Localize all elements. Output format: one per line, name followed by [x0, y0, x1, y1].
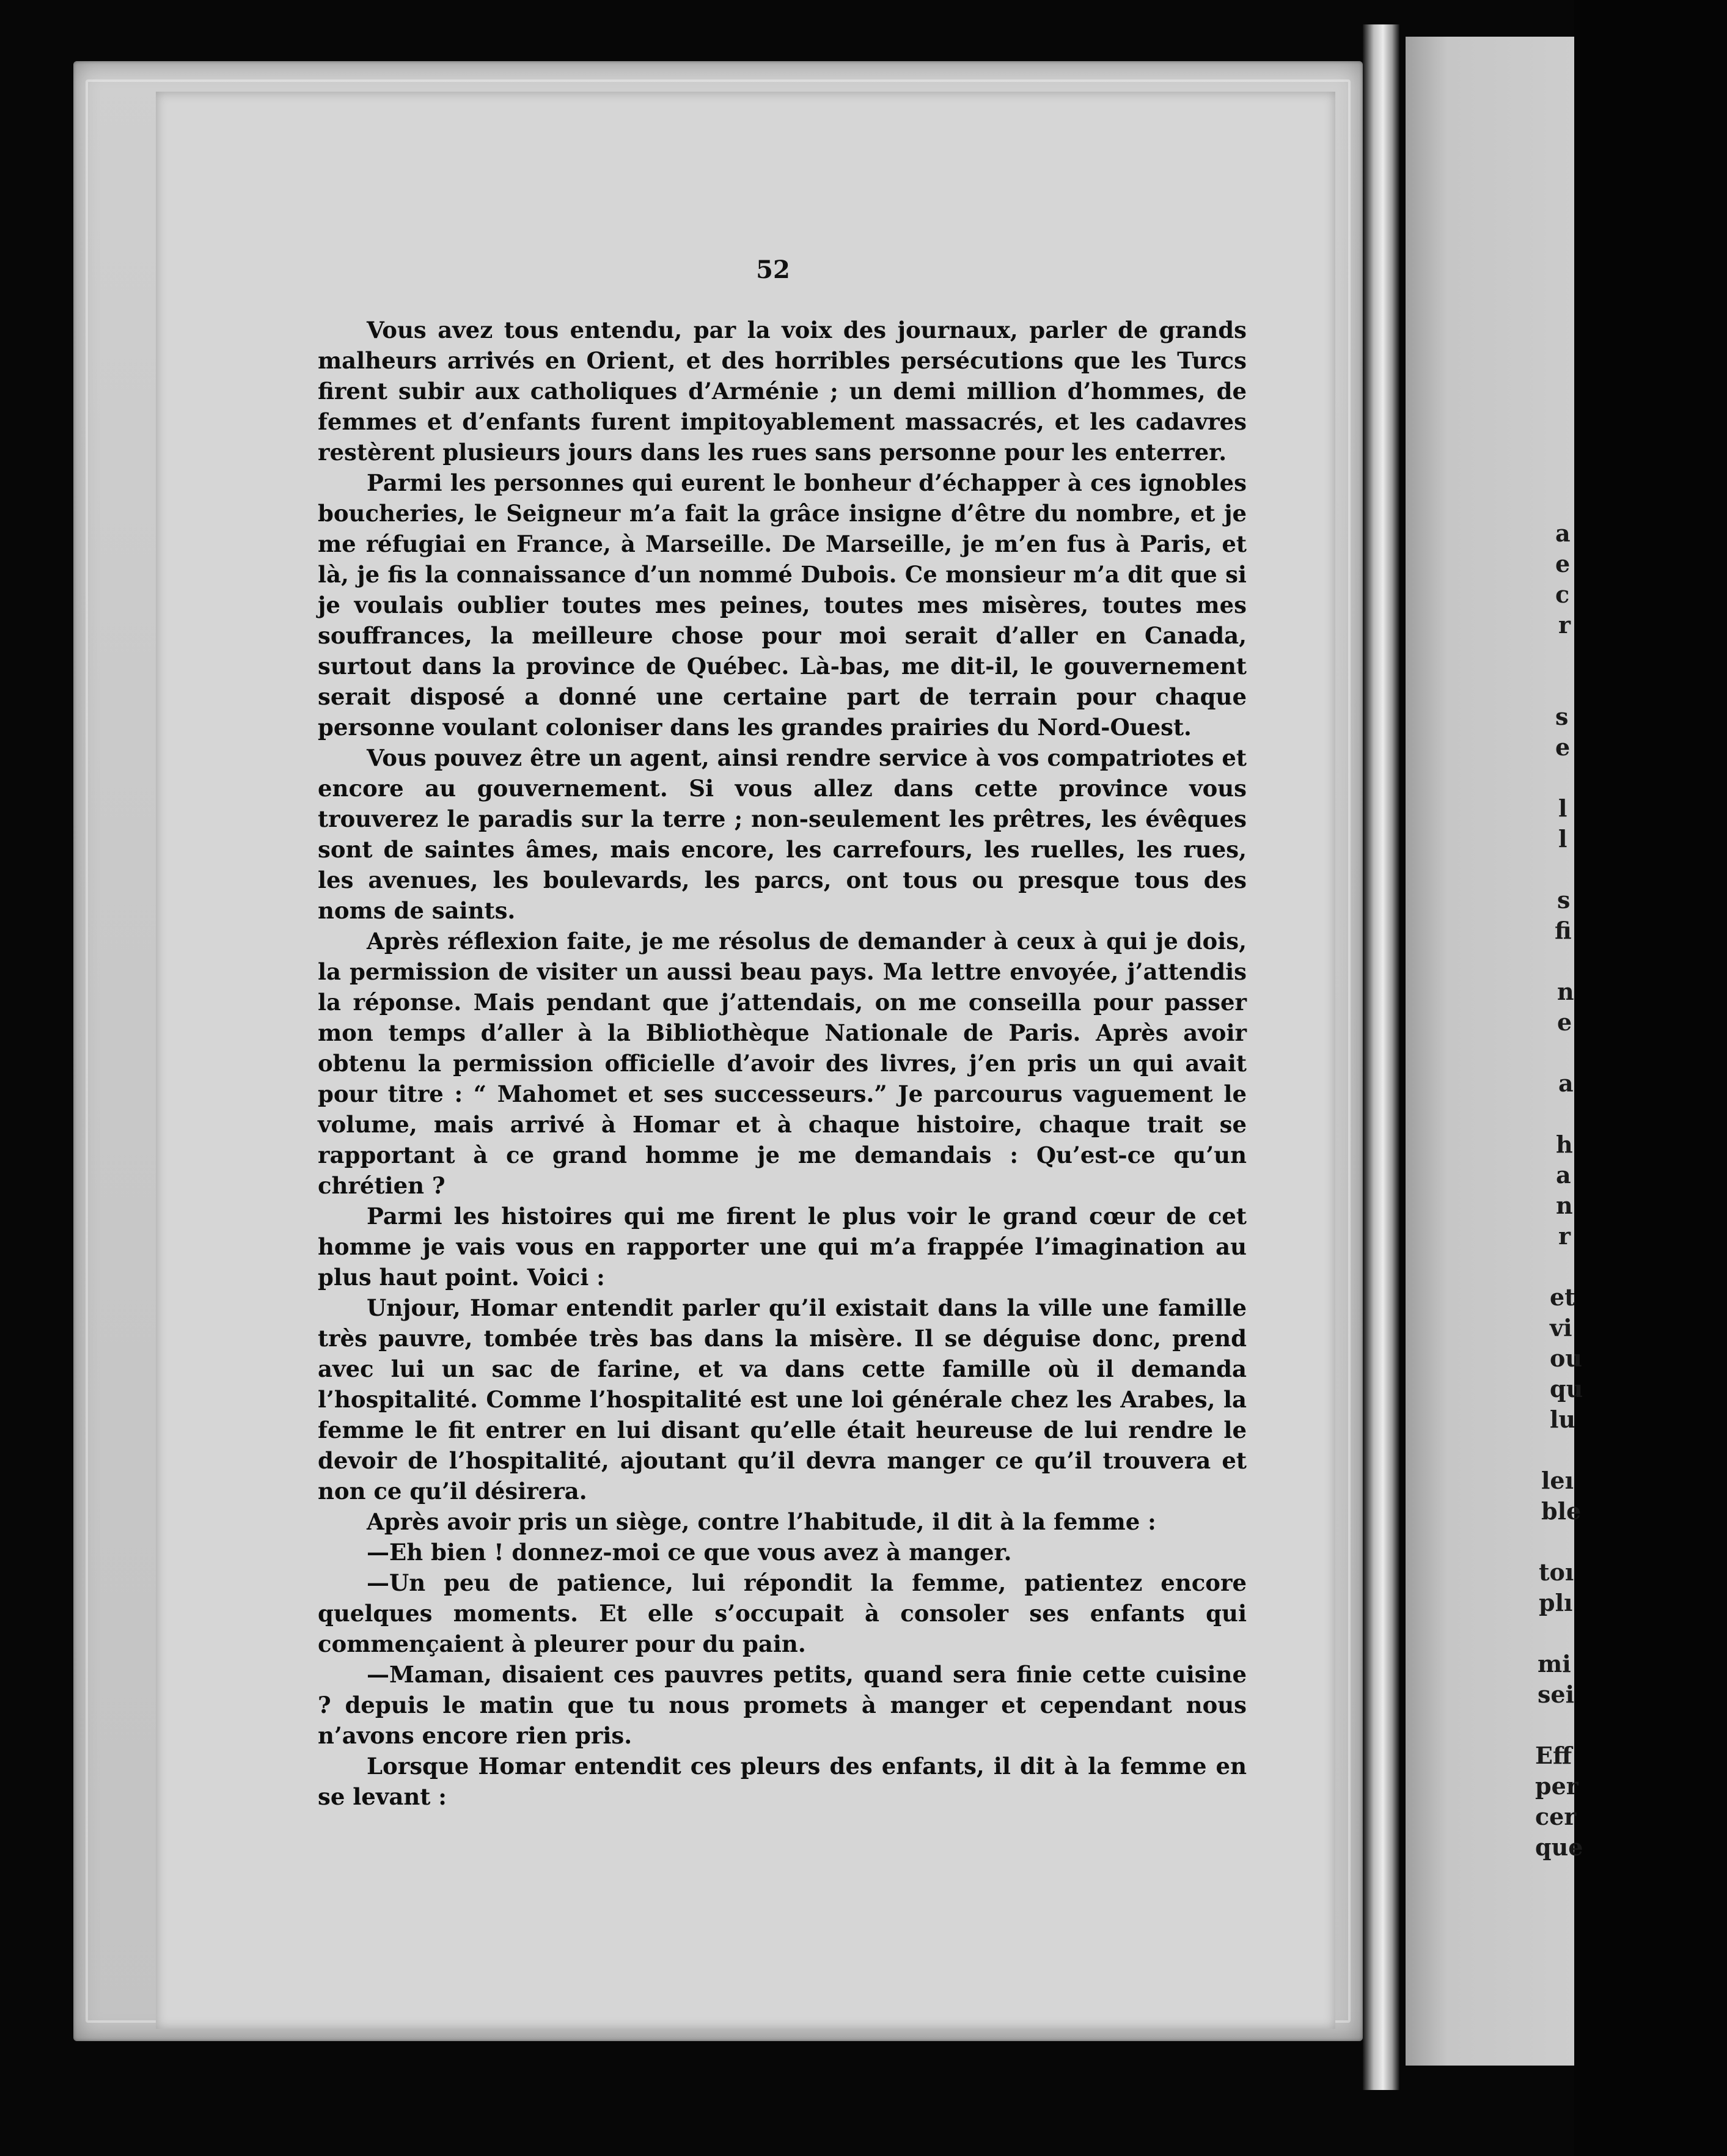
facing-fragment: vi: [1550, 1314, 1572, 1341]
paragraph: Parmi les histoires qui me firent le plus voir le grand cœur de cet homme je vais vous en rapporter une qui m’a frappée l’imagination au plus haut point. Voici :: [318, 1203, 1247, 1291]
facing-fragment: sei: [1538, 1681, 1575, 1708]
paragraph: Après avoir pris un siège, contre l’habitude, il dit à la femme :: [367, 1508, 1156, 1535]
facing-fragment: s: [1555, 703, 1569, 730]
facing-fragment: que: [1535, 1833, 1583, 1861]
facing-fragment: e: [1557, 1008, 1572, 1036]
facing-page: [1406, 37, 1583, 2066]
facing-fragment: c: [1555, 581, 1570, 608]
facing-fragment: n: [1557, 978, 1574, 1005]
facing-fragment: per: [1535, 1772, 1579, 1800]
facing-fragment: plı: [1539, 1589, 1573, 1616]
book-gutter: [1363, 24, 1399, 2090]
facing-fragment: e: [1555, 550, 1571, 578]
facing-fragment: fi: [1555, 917, 1572, 944]
paragraph: Unjour, Homar entendit parler qu’il existait dans la ville une famille très pauvre, tombée très bas dans la misère. Il se déguise donc, prend avec lui un sac de farine, et va dans cette famille où il demanda l’hospitalité. Comme l’hospitalité est une loi générale chez les Arabes, la femme le fit entrer en lui disant qu’elle était heureuse de lui rendre le devoir de l’hospitalité, ajoutant qu’il devra manger ce qu’il trouvera et non ce qu’il désirera.: [318, 1294, 1247, 1505]
paragraph: Après réflexion faite, je me résolus de demander à ceux à qui je dois, la permission de visiter un aussi beau pays. Ma lettre envoyée, j’attendis la réponse. Mais pendant que j’attendais, on me conseilla pour passer mon temps d’aller à la Bibliothèque Nationale de Paris. Après avoir obtenu la permission officielle d’avoir des livres, j’en pris un qui avait pour titre : “ Mahomet et ses successeurs.” Je parcourus vaguement le volume, mais arrivé à Homar et à chaque histoire, chaque trait se rapportant à ce grand homme je me demandais : Qu’est-ce qu’un chrétien ?: [318, 928, 1247, 1199]
facing-fragment: a: [1558, 1069, 1574, 1097]
facing-fragment: r: [1558, 1222, 1571, 1250]
page-number: 52: [756, 255, 790, 284]
paragraph: Lorsque Homar entendit ces pleurs des enfants, il dit à la femme en se levant :: [318, 1753, 1247, 1810]
facing-fragment: h: [1556, 1131, 1573, 1158]
page-body: [318, 315, 1247, 1812]
facing-fragment: lu: [1550, 1406, 1576, 1433]
facing-fragment: leı: [1541, 1467, 1574, 1494]
facing-fragment: Eff: [1535, 1742, 1572, 1769]
facing-fragment: qu: [1550, 1375, 1583, 1402]
paragraph: Vous avez tous entendu, par la voix des journaux, parler de grands malheurs arrivés en Orient, et des horribles persécutions que les Turcs firent subir aux catholiques d’Arménie ; un demi million d’hommes, de femmes et d’enfants furent impitoyablement massacrés, et les cadavres restèrent plusieurs jours dans les rues sans personne pour les enterrer.: [318, 317, 1247, 466]
facing-fragment: l: [1558, 794, 1568, 822]
facing-fragment: s: [1557, 886, 1571, 914]
facing-fragment: a: [1555, 519, 1571, 547]
paragraph: Parmi les personnes qui eurent le bonheur d’échapper à ces ignobles boucheries, le Seigneur m’a fait la grâce insigne d’être du nombre, et je me réfugiai en France, à Marseille. De Marseille, je m’en fus à Paris, et là, je fis la connaissance d’un nommé Dubois. Ce monsieur m’a dit que si je voulais oublier toutes mes peines, toutes mes misères, toutes mes souffrances, la meilleure chose pour moi serait d’aller en Canada, surtout dans la province de Québec. Là-bas, me dit-il, le gouvernement serait disposé a donné une certaine part de terrain pour chaque personne voulant coloniser dans les grandes prairies du Nord-Ouest.: [318, 469, 1247, 741]
facing-fragment: cer: [1535, 1803, 1577, 1830]
paragraph: Vous pouvez être un agent, ainsi rendre service à vos compatriotes et encore au gouvernement. Si vous allez dans cette province vous trouverez le paradis sur la terre ; non-seulement les prêtres, les évêques sont de saintes âmes, mais encore, les carrefours, les ruelles, les rues, les avenues, les boulevards, les parcs, ont tous ou presque tous des noms de saints.: [318, 744, 1247, 924]
facing-fragment: n: [1556, 1192, 1573, 1219]
facing-fragment: r: [1558, 611, 1571, 639]
facing-fragment: ble: [1541, 1497, 1582, 1525]
dialog-line: —Un peu de patience, lui répondit la femme, patientez encore quelques moments. Et elle s’occupait à consoler ses enfants qui commençaient à pleurer pour du pain.: [318, 1569, 1247, 1657]
dialog-line: —Eh bien ! donnez-moi ce que vous avez à manger.: [367, 1539, 1012, 1566]
dialog-line: —Maman, disaient ces pauvres petits, quand sera finie cette cuisine ? depuis le matin que tu nous promets à manger et cependant nous n’avons encore rien pris.: [318, 1661, 1247, 1749]
facing-fragment: toı: [1539, 1558, 1574, 1586]
facing-fragment: l: [1558, 825, 1568, 853]
facing-fragment: et: [1550, 1283, 1575, 1311]
facing-fragment: e: [1555, 733, 1571, 761]
facing-fragment: mi: [1538, 1650, 1571, 1678]
facing-fragment: a: [1556, 1161, 1571, 1189]
facing-fragment: ou: [1550, 1344, 1582, 1372]
